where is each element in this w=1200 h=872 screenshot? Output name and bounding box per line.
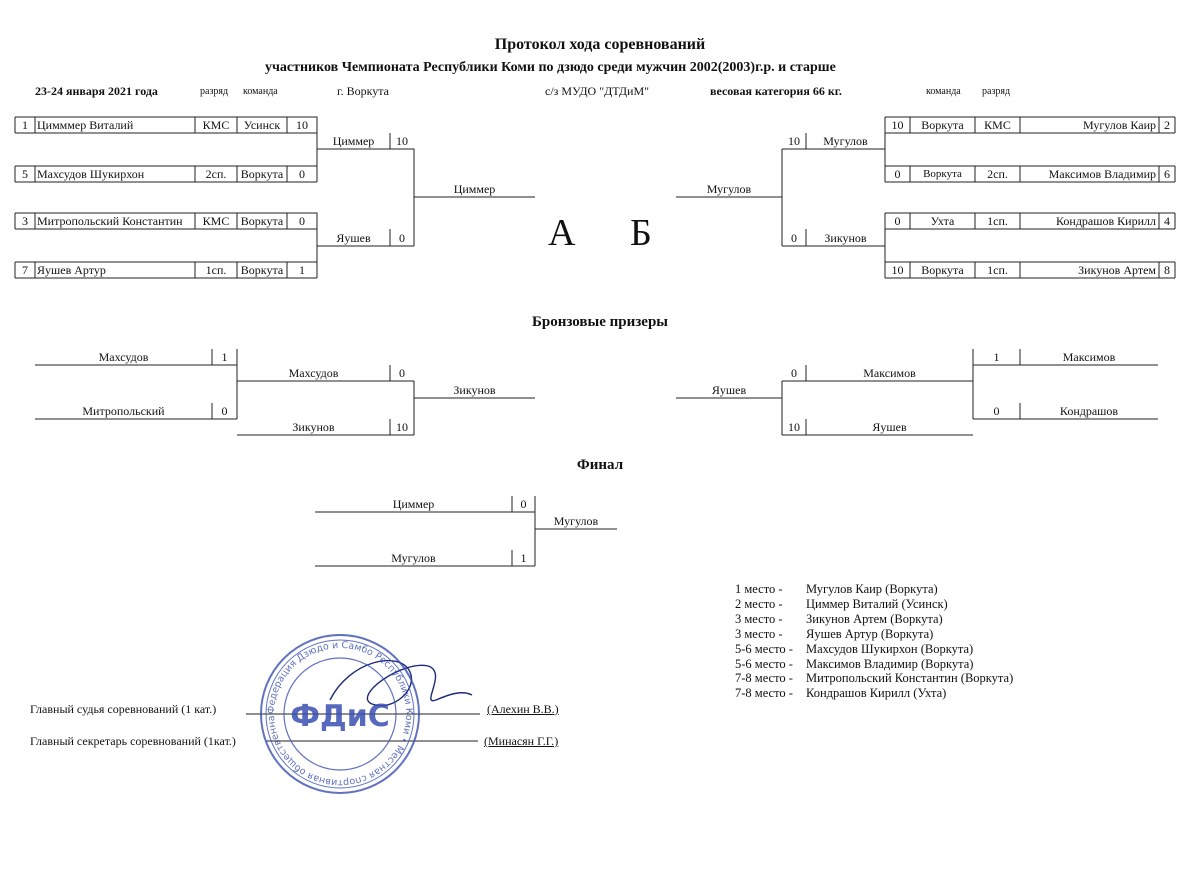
pool-b-r2-name-1: Мугулов <box>823 134 868 148</box>
pool-b-score-3: 0 <box>894 214 901 228</box>
final-title: Финал <box>576 457 624 473</box>
pool-a-athlete-4: Яушев Артур <box>37 263 106 277</box>
bronze-left-r2-score-2: 10 <box>396 420 408 434</box>
pool-b-athlete-1: Мугулов Каир <box>1082 118 1156 132</box>
document-title: Протокол хода соревнований <box>494 36 706 53</box>
pool-a-rank-2: 2сп. <box>205 167 227 181</box>
result-place: 3 место - <box>735 612 783 626</box>
result-name: Махсудов Шукирхон (Воркута) <box>806 642 974 656</box>
bronze-left-r1-name-2: Митропольский <box>82 404 165 418</box>
pool-b-team-3: Ухта <box>930 214 955 228</box>
pool-b-team-4: Воркута <box>921 263 964 277</box>
result-place: 5-6 место - <box>735 657 793 671</box>
result-name: Кондрашов Кирилл (Ухта) <box>806 686 947 700</box>
pool-b-score-2: 0 <box>894 167 901 181</box>
pool-b-r2-score-1: 10 <box>788 134 800 148</box>
pool-b-seed-4: 8 <box>1164 263 1170 277</box>
result-name: Яушев Артур (Воркута) <box>806 627 934 641</box>
bronze-left-r2-name-1: Махсудов <box>288 366 339 380</box>
bronze-left-r2-name-2: Зикунов <box>292 420 335 434</box>
pool-a-athlete-1: Цимммер Виталий <box>37 118 134 132</box>
chief-secretary-role: Главный секретарь соревнований (1кат.) <box>30 734 236 748</box>
pool-a-rank-4: 1сп. <box>205 263 227 277</box>
pool-b-r2-score-2: 0 <box>791 231 797 245</box>
pool-b-r2-name-2: Зикунов <box>824 231 867 245</box>
pool-b-letter: Б <box>630 212 652 254</box>
pool-a-athlete-3: Митропольский Константин <box>37 214 183 228</box>
result-name: Мугулов Каир (Воркута) <box>806 582 938 596</box>
pool-b-winner: Мугулов <box>706 182 752 196</box>
pool-b-rank-3: 1сп. <box>987 214 1008 228</box>
bronze-left-winner: Зикунов <box>453 383 496 397</box>
pool-b-athlete-4: Зикунов Артем <box>1078 263 1156 277</box>
result-name: Максимов Владимир (Воркута) <box>806 657 974 671</box>
bronze-right-r1-score-1: 1 <box>993 350 1000 364</box>
pool-a-seed-1: 1 <box>22 118 28 132</box>
result-place: 3 место - <box>735 627 783 641</box>
team-column-label-right: команда <box>926 86 961 97</box>
chief-secretary-name: (Минасян Г.Г.) <box>484 734 559 748</box>
pool-a-seed-3: 3 <box>22 214 28 228</box>
pool-a-score-2: 0 <box>299 167 305 181</box>
result-place: 2 место - <box>735 597 783 611</box>
pool-a-r2-name-2: Яушев <box>336 231 371 245</box>
pool-a-score-1: 10 <box>296 118 308 132</box>
pool-a-athlete-2: Махсудов Шукирхон <box>37 167 145 181</box>
bronze-title: Бронзовые призеры <box>531 314 669 330</box>
pool-a-seed-2: 5 <box>22 167 28 181</box>
result-name: Циммер Виталий (Усинск) <box>806 597 948 611</box>
pool-b-rank-4: 1сп. <box>987 263 1008 277</box>
document-subtitle: участников Чемпионата Республики Коми по дзюдо среди мужчин 2002(2003)г.р. и старше <box>265 60 836 75</box>
chief-judge-name: (Алехин В.В.) <box>487 702 559 716</box>
bronze-left-r1-score-2: 0 <box>221 404 228 418</box>
weight-category: весовая категория 66 кг. <box>710 84 842 98</box>
bronze-right-r1-name-1: Максимов <box>1062 350 1116 364</box>
bronze-right-r1-name-2: Кондрашов <box>1059 404 1119 418</box>
competition-date: 23-24 января 2021 года <box>35 84 158 98</box>
final-score-2: 1 <box>520 551 527 565</box>
bronze-right-r2-name-2: Яушев <box>872 420 907 434</box>
venue: с/з МУДО "ДТДиМ" <box>545 84 650 98</box>
pool-a-winner: Циммер <box>453 182 496 196</box>
pool-a-team-2: Воркута <box>240 167 284 181</box>
pool-a-score-4: 1 <box>299 263 305 277</box>
pool-a-r2-score-1: 10 <box>396 134 408 148</box>
stamp-center-text: ФДиС <box>290 699 390 734</box>
pool-b-seed-1: 2 <box>1164 118 1170 132</box>
pool-b-team-2: Воркута <box>923 168 962 180</box>
bronze-left-r1-score-1: 1 <box>221 350 228 364</box>
bronze-right-r2-score-1: 0 <box>791 366 797 380</box>
bronze-right-r1-score-2: 0 <box>993 404 1000 418</box>
bronze-left-r2-score-1: 0 <box>399 366 405 380</box>
result-place: 5-6 место - <box>735 642 793 656</box>
chief-judge-role: Главный судья соревнований (1 кат.) <box>30 702 217 716</box>
rank-column-label-right: разряд <box>982 86 1011 97</box>
pool-a-seed-4: 7 <box>22 263 28 277</box>
result-name: Зикунов Артем (Воркута) <box>806 612 943 626</box>
bronze-left-r1-name-1: Махсудов <box>98 350 149 364</box>
team-column-label: команда <box>243 86 278 97</box>
rank-column-label: разряд <box>200 86 229 97</box>
pool-b-athlete-3: Кондрашов Кирилл <box>1056 214 1156 228</box>
result-name: Митропольский Константин (Воркута) <box>806 671 1014 685</box>
pool-b-seed-2: 6 <box>1164 167 1170 181</box>
final-score-1: 0 <box>520 497 527 511</box>
bronze-right-winner: Яушев <box>711 383 747 397</box>
final-player-2: Мугулов <box>391 551 436 565</box>
pool-a-team-4: Воркута <box>240 263 284 277</box>
final-player-1: Циммер <box>392 497 435 511</box>
pool-a-letter: А <box>548 212 576 254</box>
pool-a-rank-1: КМС <box>202 118 230 132</box>
pool-a-score-3: 0 <box>299 214 305 228</box>
pool-a-team-1: Усинск <box>243 118 281 132</box>
pool-b-seed-3: 4 <box>1164 214 1170 228</box>
official-stamp <box>258 632 422 796</box>
pool-a-rank-3: КМС <box>202 214 230 228</box>
stamp-ring-text: Федерация Дзюдо и Самбо Республики Коми • Местная спортивная общественна <box>265 639 415 789</box>
city: г. Воркута <box>337 84 389 98</box>
pool-a-r2-score-2: 0 <box>399 231 405 245</box>
result-place: 7-8 место - <box>735 671 793 685</box>
pool-a-r2-name-1: Циммер <box>332 134 375 148</box>
final-winner: Мугулов <box>553 514 599 528</box>
pool-b-score-4: 10 <box>891 263 904 277</box>
bronze-right-r2-score-2: 10 <box>788 420 800 434</box>
pool-b-rank-1: КМС <box>984 118 1011 132</box>
result-place: 7-8 место - <box>735 686 793 700</box>
pool-a-team-3: Воркута <box>240 214 284 228</box>
bronze-right-r2-name-1: Максимов <box>863 366 916 380</box>
pool-b-team-1: Воркута <box>921 118 964 132</box>
result-place: 1 место - <box>735 582 783 596</box>
pool-b-rank-2: 2сп. <box>987 167 1008 181</box>
pool-b-athlete-2: Максимов Владимир <box>1048 167 1156 181</box>
pool-b-score-1: 10 <box>891 118 904 132</box>
